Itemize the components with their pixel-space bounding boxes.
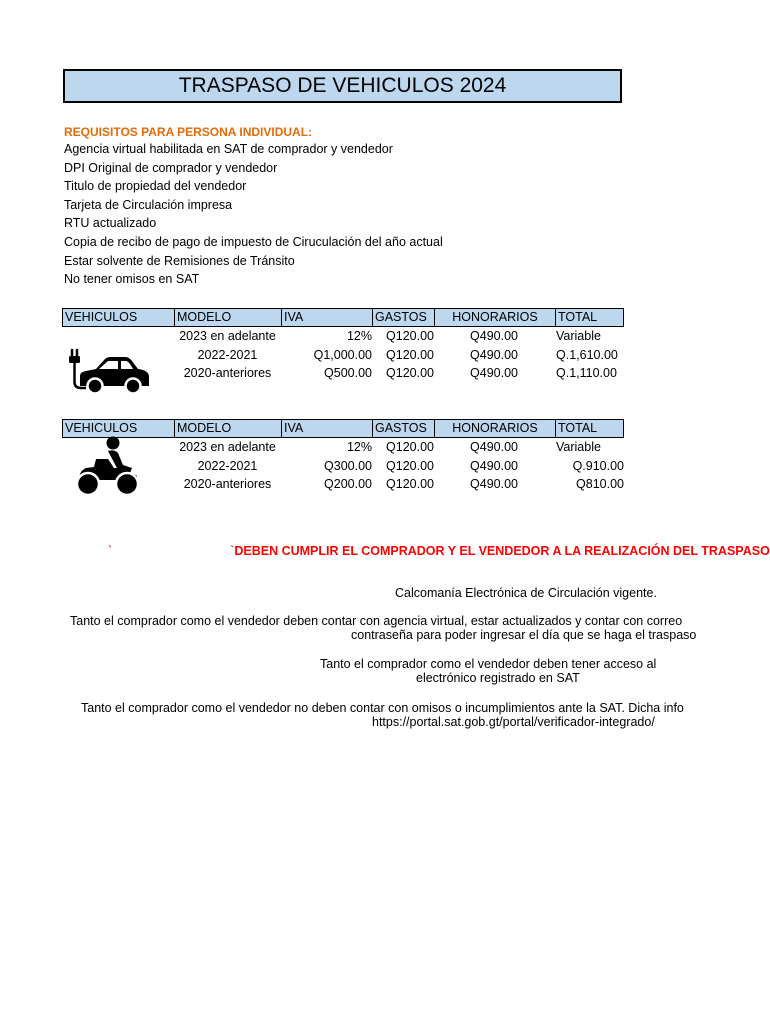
paragraph-correo-line2: electrónico registrado en SAT	[416, 671, 580, 685]
cell-iva: Q300.00	[324, 458, 372, 473]
cell-total: Q.1,110.00	[556, 366, 617, 380]
cell-model: 2022-2021	[197, 347, 258, 362]
requirements-heading: REQUISITOS PARA PERSONA INDIVIDUAL:	[64, 125, 313, 139]
cell-total: Variable	[556, 440, 601, 454]
header-total: TOTAL	[558, 310, 598, 324]
table-row	[62, 457, 624, 476]
header-modelo: MODELO	[175, 420, 282, 437]
cell-gastos: Q120.00	[386, 329, 434, 343]
requirement-item: DPI Original de comprador y vendedor	[64, 160, 278, 175]
cell-honorarios: Q490.00	[470, 329, 518, 343]
paragraph-omisos-line1: Tanto el comprador como el vendedor no deben contar con omisos o incumplimientos ante la SAT. Dicha info	[81, 701, 684, 715]
header-gastos: GASTOS	[373, 420, 435, 437]
cell-total: Q.1,610.00	[556, 347, 618, 362]
cell-model: 2020-anteriores	[183, 477, 272, 491]
motorcycle-rider-icon	[74, 435, 142, 497]
header-vehiculos: VEHICULOS	[63, 420, 175, 437]
table-header	[62, 419, 624, 438]
cell-iva: 12%	[346, 440, 372, 454]
cell-gastos: Q120.00	[386, 458, 434, 473]
requirement-item: Agencia virtual habilitada en SAT de comprador y vendedor	[64, 142, 393, 156]
cell-gastos: Q120.00	[386, 347, 434, 362]
requirements-list	[64, 140, 443, 289]
cell-honorarios: Q490.00	[470, 440, 518, 454]
header-iva: IVA	[282, 309, 373, 326]
cell-iva: Q500.00	[324, 366, 372, 380]
cell-model: 2023 en adelante	[179, 329, 276, 343]
cell-total: Q810.00	[576, 477, 624, 491]
cell-gastos: Q120.00	[386, 477, 434, 491]
notice-tick: `	[230, 544, 235, 558]
requirement-item: RTU actualizado	[64, 216, 157, 231]
notice-tick: `	[108, 544, 113, 558]
header-gastos: GASTOS	[373, 309, 435, 326]
paragraph-agencia-line2: contraseña para poder ingresar el día que se haga el traspaso	[351, 628, 697, 642]
table-row	[62, 327, 624, 346]
requirement-item: Copia de recibo de pago de impuesto de Ciruculación del año actual	[64, 234, 443, 249]
table-row	[62, 438, 624, 457]
electric-car-icon	[66, 348, 152, 398]
notice-text: DEBEN CUMPLIR EL COMPRADOR Y EL VENDEDOR A LA REALIZACIÓN DEL TRASPASO	[234, 544, 770, 558]
requirement-item: Tarjeta de Circulación impresa	[64, 197, 233, 212]
cell-iva: Q1,000.00	[313, 347, 372, 362]
paragraph-correo-line1: Tanto el comprador como el vendedor deben tener acceso al	[320, 657, 657, 671]
requirement-item: Titulo de propiedad del vendedor	[64, 179, 247, 194]
paragraph-agencia-line1: Tanto el comprador como el vendedor deben contar con agencia virtual, estar actualizados y contar con correo	[70, 614, 683, 628]
cell-honorarios: Q490.00	[470, 477, 518, 491]
header-total: TOTAL	[558, 421, 598, 435]
cell-honorarios: Q490.00	[470, 458, 518, 473]
paragraph-omisos-url: https://portal.sat.gob.gt/portal/verificador-integrado/	[372, 715, 655, 729]
cell-model: 2022-2021	[197, 458, 258, 473]
cell-model: 2020-anteriores	[183, 366, 272, 380]
cell-honorarios: Q490.00	[470, 366, 518, 380]
cell-iva: Q200.00	[324, 477, 372, 491]
requirement-item: No tener omisos en SAT	[64, 272, 200, 287]
page-title: TRASPASO DE VEHICULOS 2024	[178, 74, 507, 97]
requirement-item: Estar solvente de Remisiones de Tránsito	[64, 253, 295, 268]
cell-honorarios: Q490.00	[470, 347, 518, 362]
cell-total: Q.910.00	[572, 458, 624, 473]
cell-model: 2023 en adelante	[179, 440, 276, 454]
cell-gastos: Q120.00	[386, 440, 434, 454]
paragraph-calcomania: Calcomanía Electrónica de Circulación vigente.	[395, 586, 657, 600]
table-header	[62, 308, 624, 327]
header-vehiculos: VEHICULOS	[63, 309, 175, 326]
header-honorarios: HONORARIOS	[435, 420, 556, 437]
page-title-box	[63, 69, 622, 103]
table-row	[62, 475, 624, 494]
cell-total: Variable	[556, 329, 601, 343]
header-modelo: MODELO	[175, 309, 282, 326]
cell-iva: 12%	[346, 329, 372, 343]
header-iva: IVA	[282, 420, 373, 437]
header-honorarios: HONORARIOS	[435, 309, 556, 326]
notice-heading	[108, 544, 770, 558]
cell-gastos: Q120.00	[386, 366, 434, 380]
